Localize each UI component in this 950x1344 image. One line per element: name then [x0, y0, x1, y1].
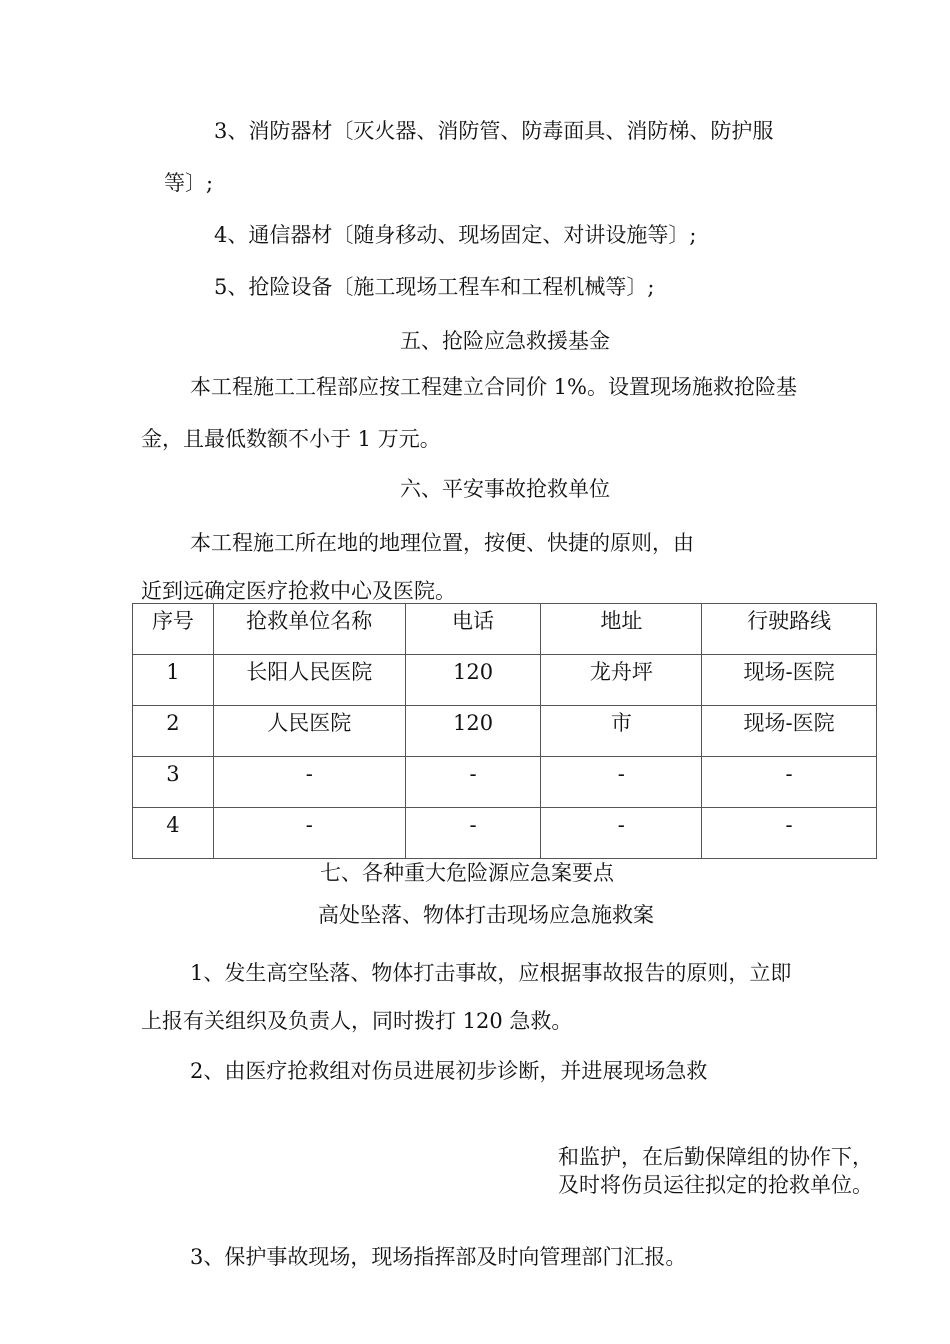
- header-phone: 电话: [405, 604, 541, 655]
- table-row: [133, 655, 877, 706]
- section4-item3-line2: 等〕;: [164, 171, 214, 195]
- section5-para-line1: 本工程施工工程部应按工程建立合同价 1%。设置现场施救抢险基: [190, 375, 797, 399]
- section7-item1-line2: 上报有关组织及负责人，同时拨打 120 急救。: [141, 1009, 573, 1033]
- section7-item2: 2、由医疗抢救组对伤员进展初步诊断，并进展现场急救: [190, 1059, 708, 1083]
- table-row: [133, 808, 877, 859]
- cell-unit-name: 长阳人民医院: [213, 655, 405, 706]
- table-row: [133, 757, 877, 808]
- section5-heading: 五、抢险应急救援基金: [400, 329, 610, 353]
- cell-address: -: [541, 808, 702, 859]
- cell-phone: -: [405, 808, 541, 859]
- cell-route: 现场-医院: [702, 706, 877, 757]
- section7-heading: 七、各种重大危险源应急案要点: [320, 861, 614, 885]
- cell-index: 1: [133, 655, 214, 706]
- header-index: 序号: [133, 604, 214, 655]
- cell-index: 4: [133, 808, 214, 859]
- cell-phone: 120: [405, 706, 541, 757]
- section4-item5: 5、抢险设备〔施工现场工程车和工程机械等〕;: [214, 275, 655, 299]
- cell-phone: 120: [405, 655, 541, 706]
- rescue-units-table: [132, 603, 877, 859]
- section6-para-line1: 本工程施工所在地的地理位置，按便、快捷的原则，由: [190, 531, 694, 555]
- table-header-row: [133, 604, 877, 655]
- cell-address: 龙舟坪: [541, 655, 702, 706]
- cell-unit-name: -: [213, 757, 405, 808]
- section7-item1-line1: 1、发生高空坠落、物体打击事故，应根据事故报告的原则，立即: [190, 961, 792, 985]
- cell-route: 现场-医院: [702, 655, 877, 706]
- section7-item2-continued: 和监护，在后勤保障组的协作下，及时将伤员运往拟定的抢救单位。: [558, 1145, 873, 1197]
- section4-item4: 4、通信器材〔随身移动、现场固定、对讲设施等〕;: [214, 223, 697, 247]
- section6-para-line2: 近到远确定医疗抢救中心及医院。: [141, 579, 456, 603]
- section7-item3: 3、保护事故现场，现场指挥部及时向管理部门汇报。: [190, 1245, 687, 1269]
- cell-unit-name: 人民医院: [213, 706, 405, 757]
- cell-index: 2: [133, 706, 214, 757]
- table-row: [133, 706, 877, 757]
- cell-address: -: [541, 757, 702, 808]
- cell-address: 市: [541, 706, 702, 757]
- cell-route: -: [702, 757, 877, 808]
- header-address: 地址: [541, 604, 702, 655]
- cell-phone: -: [405, 757, 541, 808]
- section6-heading: 六、平安事故抢救单位: [400, 477, 610, 501]
- section5-para-line2: 金，且最低数额不小于 1 万元。: [141, 427, 441, 451]
- cell-unit-name: -: [213, 808, 405, 859]
- header-route: 行驶路线: [702, 604, 877, 655]
- header-unit-name: 抢救单位名称: [213, 604, 405, 655]
- section4-item3-line1: 3、消防器材〔灭火器、消防管、防毒面具、消防梯、防护服: [214, 119, 774, 143]
- cell-index: 3: [133, 757, 214, 808]
- cell-route: -: [702, 808, 877, 859]
- section7-subheading: 高处坠落、物体打击现场应急施救案: [318, 903, 654, 927]
